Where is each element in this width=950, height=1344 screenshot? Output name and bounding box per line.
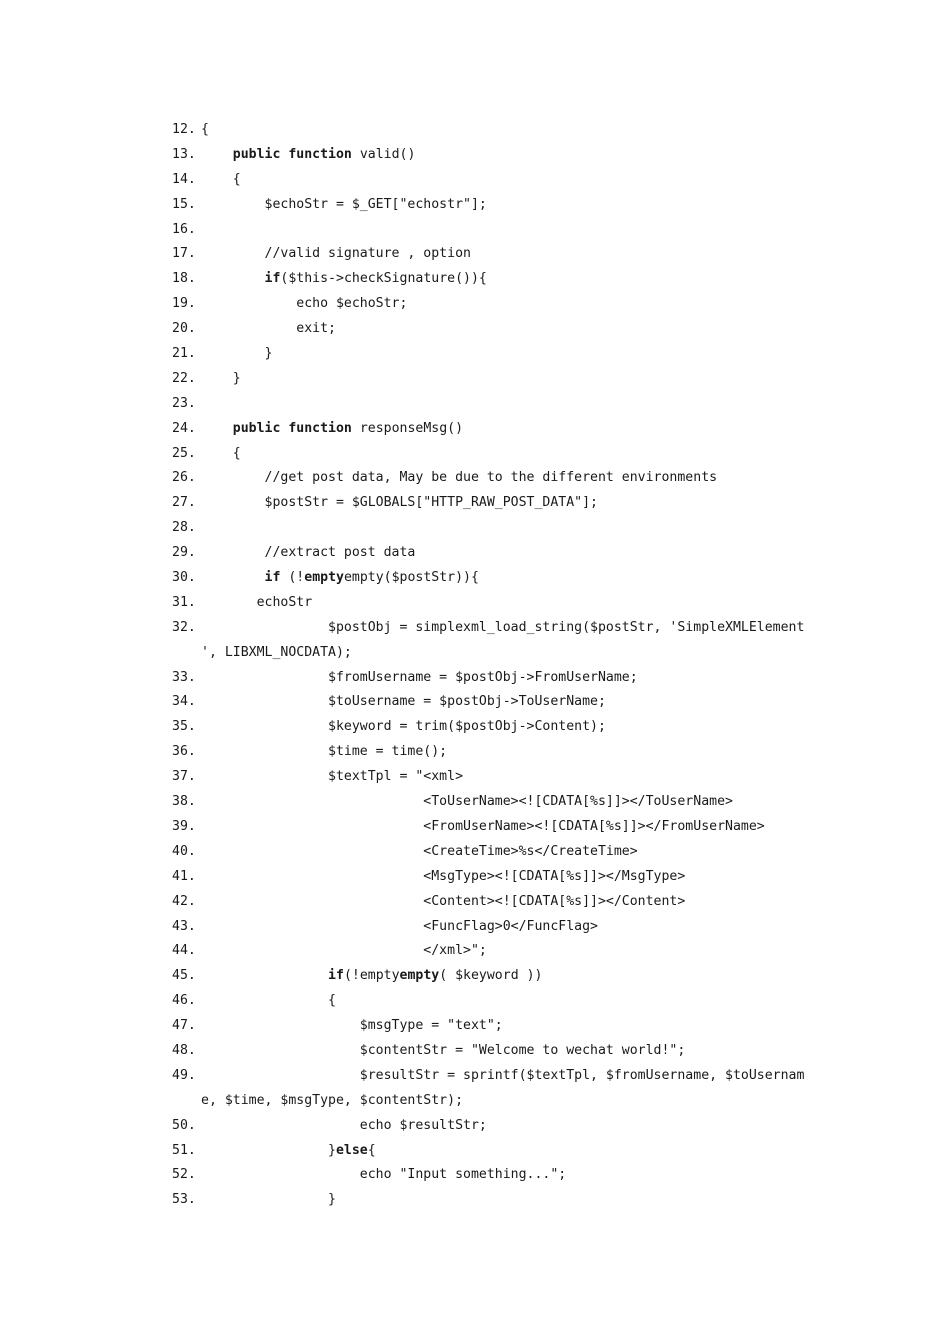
- line-number: 51.: [172, 1142, 196, 1158]
- code-text: }: [201, 370, 241, 386]
- code-text: $toUsername = $postObj->ToUserName;: [201, 694, 606, 710]
- code-line: [172, 591, 822, 616]
- code-line: [172, 765, 822, 790]
- line-number: 37.: [172, 769, 196, 785]
- code-line: [172, 242, 822, 267]
- code-line: [172, 790, 822, 815]
- code-text: <ToUserName><![CDATA[%s]]></ToUserName>: [201, 794, 733, 810]
- code-line: [172, 1064, 822, 1089]
- code-text: <CreateTime>%s</CreateTime>: [201, 843, 638, 859]
- line-number: 42.: [172, 893, 196, 909]
- code-text: <FuncFlag>0</FuncFlag>: [201, 918, 598, 934]
- line-number: 12.: [172, 122, 196, 137]
- line-number: 41.: [172, 868, 196, 884]
- code-text: <MsgType><![CDATA[%s]]></MsgType>: [201, 868, 686, 884]
- code-line: [172, 466, 822, 491]
- code-text: if(!emptyempty( $keyword )): [328, 968, 543, 984]
- line-number: 13.: [172, 146, 196, 162]
- code-text: $contentStr = "Welcome to wechat world!";: [201, 1042, 686, 1058]
- line-number: 40.: [172, 843, 196, 859]
- code-line: [172, 1014, 822, 1039]
- code-line: [172, 267, 822, 292]
- code-text: $textTpl = "<xml>: [201, 769, 464, 785]
- line-number: 18.: [172, 271, 196, 287]
- line-number: 39.: [172, 818, 196, 834]
- code-line-continuation: [172, 641, 822, 666]
- code-line: [172, 989, 822, 1014]
- code-text: $postObj = simplexml_load_string($postStr, 'SimpleXMLElement: [201, 619, 805, 635]
- code-text: if (!emptyempty($postStr)){: [264, 570, 479, 586]
- code-line: [172, 143, 822, 168]
- line-number: 22.: [172, 370, 196, 386]
- code-line: [172, 392, 822, 417]
- code-text: }else{: [201, 1142, 376, 1158]
- code-text: {: [201, 445, 241, 461]
- code-line: [172, 865, 822, 890]
- line-number: 24.: [172, 420, 196, 436]
- code-line: [172, 964, 822, 989]
- code-line: [172, 168, 822, 193]
- code-line: [172, 1139, 822, 1164]
- code-text: //valid signature , option: [201, 246, 471, 262]
- code-text: }: [201, 1192, 336, 1208]
- code-line: [172, 342, 822, 367]
- code-line: [172, 690, 822, 715]
- line-number: 48.: [172, 1042, 196, 1058]
- code-text: }: [201, 346, 273, 362]
- code-text: //get post data, May be due to the different environments: [201, 470, 718, 486]
- code-line: [172, 442, 822, 467]
- code-text: $keyword = trim($postObj->Content);: [201, 719, 606, 735]
- code-line: [172, 715, 822, 740]
- line-number: 14.: [172, 171, 196, 187]
- code-text: <FromUserName><![CDATA[%s]]></FromUserName>: [201, 818, 765, 834]
- code-line: [172, 516, 822, 541]
- code-line: [172, 740, 822, 765]
- code-line: [172, 417, 822, 442]
- code-line: [172, 367, 822, 392]
- code-line: [172, 815, 822, 840]
- code-listing: [172, 118, 822, 1213]
- code-line: [172, 1188, 822, 1213]
- code-line: [172, 118, 822, 143]
- code-text: //extract post data: [201, 545, 416, 561]
- code-text: echoStr: [201, 594, 313, 610]
- line-number: 50.: [172, 1117, 196, 1133]
- line-number: 47.: [172, 1018, 196, 1034]
- code-line: [172, 1039, 822, 1064]
- code-text: public function responseMsg(): [232, 420, 464, 436]
- line-number: 28.: [172, 520, 196, 536]
- code-text: ', LIBXML_NOCDATA);: [201, 644, 352, 660]
- code-text: $postStr = $GLOBALS["HTTP_RAW_POST_DATA"];: [201, 495, 598, 511]
- line-number: 23.: [172, 395, 196, 411]
- line-number: 36.: [172, 744, 196, 760]
- code-text: public function valid(): [232, 146, 416, 162]
- line-number: 16.: [172, 221, 196, 237]
- line-number: 53.: [172, 1192, 196, 1208]
- code-text: $fromUsername = $postObj->FromUserName;: [201, 669, 638, 685]
- line-number: 43.: [172, 918, 196, 934]
- code-text: exit;: [201, 321, 336, 337]
- code-line-continuation: [172, 1089, 822, 1114]
- line-number: 27.: [172, 495, 196, 511]
- code-line: [172, 566, 822, 591]
- code-text: echo $echoStr;: [201, 296, 408, 312]
- code-line: [172, 939, 822, 964]
- code-text: echo "Input something...";: [201, 1167, 567, 1183]
- line-number: 49.: [172, 1067, 196, 1083]
- line-number: 34.: [172, 694, 196, 710]
- code-line: [172, 840, 822, 865]
- code-line: [172, 193, 822, 218]
- code-text: {: [201, 993, 336, 1009]
- code-line: [172, 541, 822, 566]
- line-number: 35.: [172, 719, 196, 735]
- code-text: $resultStr = sprintf($textTpl, $fromUsername, $toUsernam: [201, 1067, 805, 1083]
- code-line: [172, 292, 822, 317]
- code-text: {: [201, 122, 209, 137]
- code-text: $echoStr = $_GET["echostr"];: [201, 196, 487, 212]
- code-line: [172, 666, 822, 691]
- code-text: e, $time, $msgType, $contentStr);: [201, 1092, 464, 1108]
- line-number: 19.: [172, 296, 196, 312]
- line-number: 15.: [172, 196, 196, 212]
- line-number: 32.: [172, 619, 196, 635]
- code-line: [172, 218, 822, 243]
- line-number: 17.: [172, 246, 196, 262]
- code-line: [172, 1114, 822, 1139]
- line-number: 30.: [172, 570, 196, 586]
- line-number: 31.: [172, 594, 196, 610]
- code-line: [172, 1163, 822, 1188]
- code-line: [172, 915, 822, 940]
- line-number: 21.: [172, 346, 196, 362]
- line-number: 20.: [172, 321, 196, 337]
- code-text: {: [201, 171, 241, 187]
- line-number: 29.: [172, 545, 196, 561]
- code-text: echo $resultStr;: [201, 1117, 487, 1133]
- line-number: 44.: [172, 943, 196, 959]
- code-line: [172, 491, 822, 516]
- code-line: [172, 890, 822, 915]
- line-number: 26.: [172, 470, 196, 486]
- code-text: <Content><![CDATA[%s]]></Content>: [201, 893, 686, 909]
- code-line: [172, 317, 822, 342]
- code-line: [172, 616, 822, 641]
- code-text: $msgType = "text";: [201, 1018, 503, 1034]
- code-text: $time = time();: [201, 744, 448, 760]
- code-text: </xml>";: [201, 943, 487, 959]
- line-number: 25.: [172, 445, 196, 461]
- line-number: 52.: [172, 1167, 196, 1183]
- line-number: 38.: [172, 794, 196, 810]
- code-text: if($this->checkSignature()){: [264, 271, 487, 287]
- line-number: 45.: [172, 968, 196, 984]
- line-number: 46.: [172, 993, 196, 1009]
- line-number: 33.: [172, 669, 196, 685]
